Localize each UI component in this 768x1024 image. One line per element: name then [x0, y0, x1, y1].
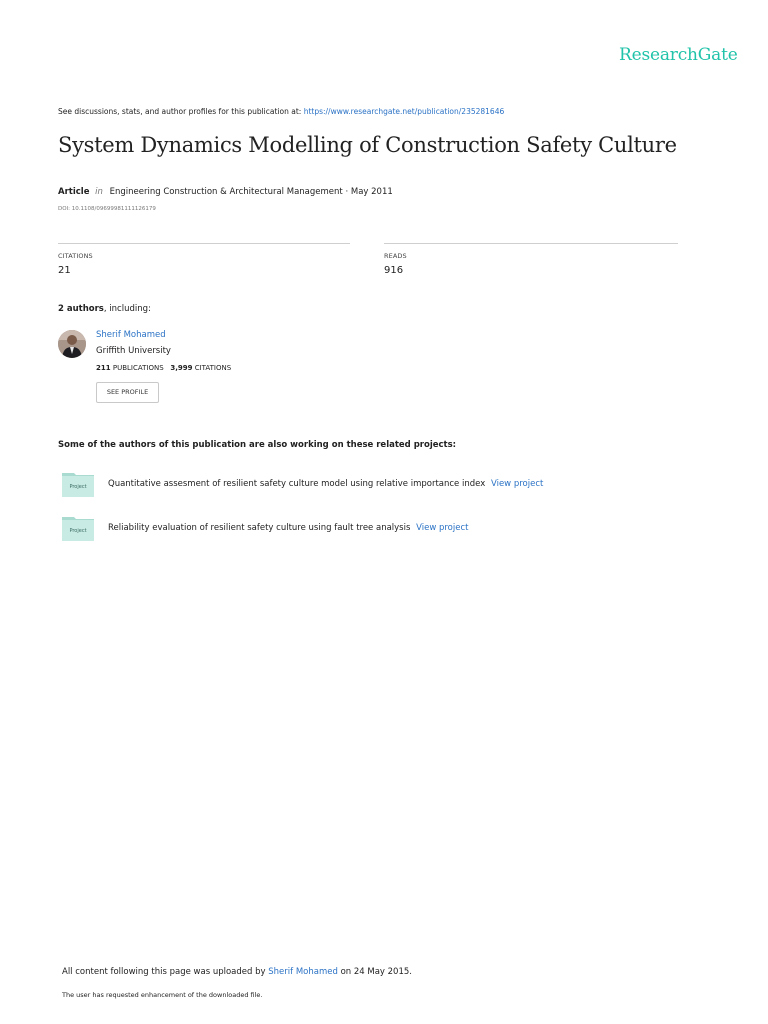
project-item: [108, 479, 543, 489]
authors-count: 2 authors: [58, 304, 104, 314]
project-icon-label: Project: [69, 528, 87, 534]
publication-url-link[interactable]: https://www.researchgate.net/publication/235281646: [303, 107, 505, 116]
authors-heading: [58, 304, 151, 314]
citations-divider: [58, 243, 350, 244]
in-label: in: [95, 187, 103, 197]
related-projects-heading: Some of the authors of this publication are also working on these related projects:: [58, 440, 457, 450]
author-citations-label: CITATIONS: [194, 364, 232, 372]
see-discussions-text: See discussions, stats, and author profiles for this publication at:: [58, 107, 302, 116]
author-institution: Griffith University: [96, 346, 171, 356]
project-title: Reliability evaluation of resilient safety culture using fault tree analysis: [108, 523, 411, 533]
project-title: Quantitative assesment of resilient safety culture model using relative importance index: [108, 479, 486, 489]
upload-suffix: on 24 May 2015.: [340, 967, 412, 977]
publication-title: System Dynamics Modelling of Construction Safety Culture: [58, 133, 677, 157]
journal-name: Engineering Construction & Architectural Management: [109, 187, 343, 197]
upload-prefix: All content following this page was uploaded by: [62, 967, 266, 977]
researchgate-logo[interactable]: ResearchGate: [619, 45, 738, 65]
author-publications-label: PUBLICATIONS: [112, 364, 164, 372]
reads-label: READS: [384, 252, 407, 260]
person-avatar-icon: [58, 330, 86, 358]
author-stats: [96, 364, 231, 372]
project-folder-icon[interactable]: [62, 471, 94, 497]
project-icon-label: Project: [69, 484, 87, 490]
date-separator: ·: [345, 187, 349, 197]
authors-including: , including:: [103, 304, 151, 314]
author-name-link[interactable]: Sherif Mohamed: [96, 330, 166, 340]
citations-label: CITATIONS: [58, 252, 93, 260]
doi: DOI: 10.1108/09699981111126179: [58, 206, 156, 212]
uploader-link[interactable]: Sherif Mohamed: [268, 967, 338, 977]
publication-link-line: [58, 107, 504, 116]
citations-value: 21: [58, 265, 71, 276]
view-project-link[interactable]: View project: [416, 523, 469, 533]
reads-divider: [384, 243, 678, 244]
publication-type: Article: [58, 187, 90, 197]
author-citations-count: 3,999: [170, 364, 193, 372]
upload-note: [62, 967, 412, 977]
avatar[interactable]: [58, 330, 86, 358]
see-profile-button[interactable]: SEE PROFILE: [96, 382, 159, 403]
view-project-link[interactable]: View project: [490, 479, 544, 489]
enhancement-request-note: The user has requested enhancement of the downloaded file.: [62, 991, 263, 999]
publication-date: May 2011: [350, 187, 393, 197]
project-item: [108, 523, 468, 533]
publication-meta: [58, 187, 393, 197]
reads-value: 916: [384, 265, 404, 276]
project-folder-icon[interactable]: [62, 515, 94, 541]
author-publications-count: 211: [96, 364, 111, 372]
